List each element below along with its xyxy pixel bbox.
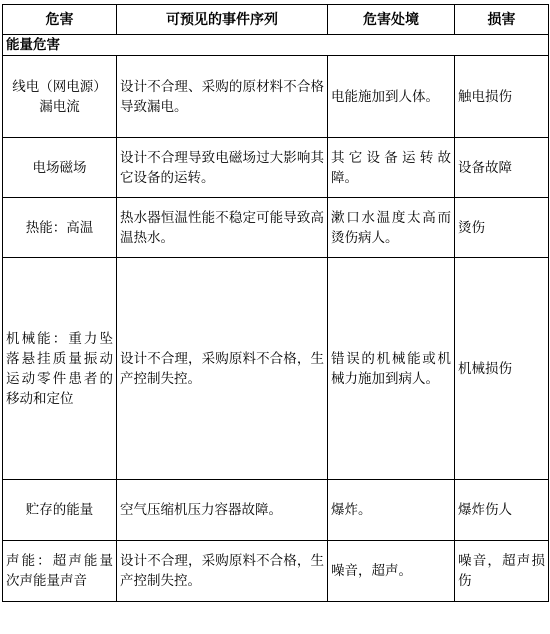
cell-harm: 烫伤 [455, 198, 549, 258]
cell-harm: 噪音，超声损伤 [455, 541, 549, 602]
header-sequence: 可预见的事件序列 [117, 5, 328, 35]
cell-sequence: 设计不合理，采购原料不合格，生产控制失控。 [117, 541, 328, 602]
cell-situation: 错误的机械能或机械力施加到病人。 [328, 258, 455, 480]
table-row [3, 56, 549, 138]
cell-hazard: 声能：超声能量次声能量声音 [3, 541, 117, 602]
table-row [3, 258, 549, 480]
table-row [3, 138, 549, 198]
cell-sequence: 设计不合理，采购原料不合格，生产控制失控。 [117, 258, 328, 480]
table-row [3, 480, 549, 541]
cell-hazard: 电场磁场 [3, 138, 117, 198]
section-row [3, 35, 549, 56]
cell-situation: 其它设备运转故障。 [328, 138, 455, 198]
cell-harm: 爆炸伤人 [455, 480, 549, 541]
cell-situation: 噪音，超声。 [328, 541, 455, 602]
header-harm: 损害 [455, 5, 549, 35]
table-row [3, 198, 549, 258]
cell-harm: 机械损伤 [455, 258, 549, 480]
cell-harm: 触电损伤 [455, 56, 549, 138]
table-header-row [3, 5, 549, 35]
section-title: 能量危害 [3, 35, 549, 56]
cell-hazard: 贮存的能量 [3, 480, 117, 541]
cell-hazard: 机械能：重力坠落悬挂质量振动运动零件患者的移动和定位 [3, 258, 117, 480]
cell-situation: 爆炸。 [328, 480, 455, 541]
risk-analysis-table [2, 4, 549, 602]
cell-sequence: 设计不合理、采购的原材料不合格导致漏电。 [117, 56, 328, 138]
cell-hazard: 热能：高温 [3, 198, 117, 258]
cell-sequence: 热水器恒温性能不稳定可能导致高温热水。 [117, 198, 328, 258]
cell-harm: 设备故障 [455, 138, 549, 198]
cell-situation: 电能施加到人体。 [328, 56, 455, 138]
table-row [3, 541, 549, 602]
header-situation: 危害处境 [328, 5, 455, 35]
cell-sequence: 设计不合理导致电磁场过大影响其它设备的运转。 [117, 138, 328, 198]
cell-hazard: 线电（网电源）漏电流 [3, 56, 117, 138]
header-hazard: 危害 [3, 5, 117, 35]
cell-situation: 漱口水温度太高而烫伤病人。 [328, 198, 455, 258]
cell-sequence: 空气压缩机压力容器故障。 [117, 480, 328, 541]
